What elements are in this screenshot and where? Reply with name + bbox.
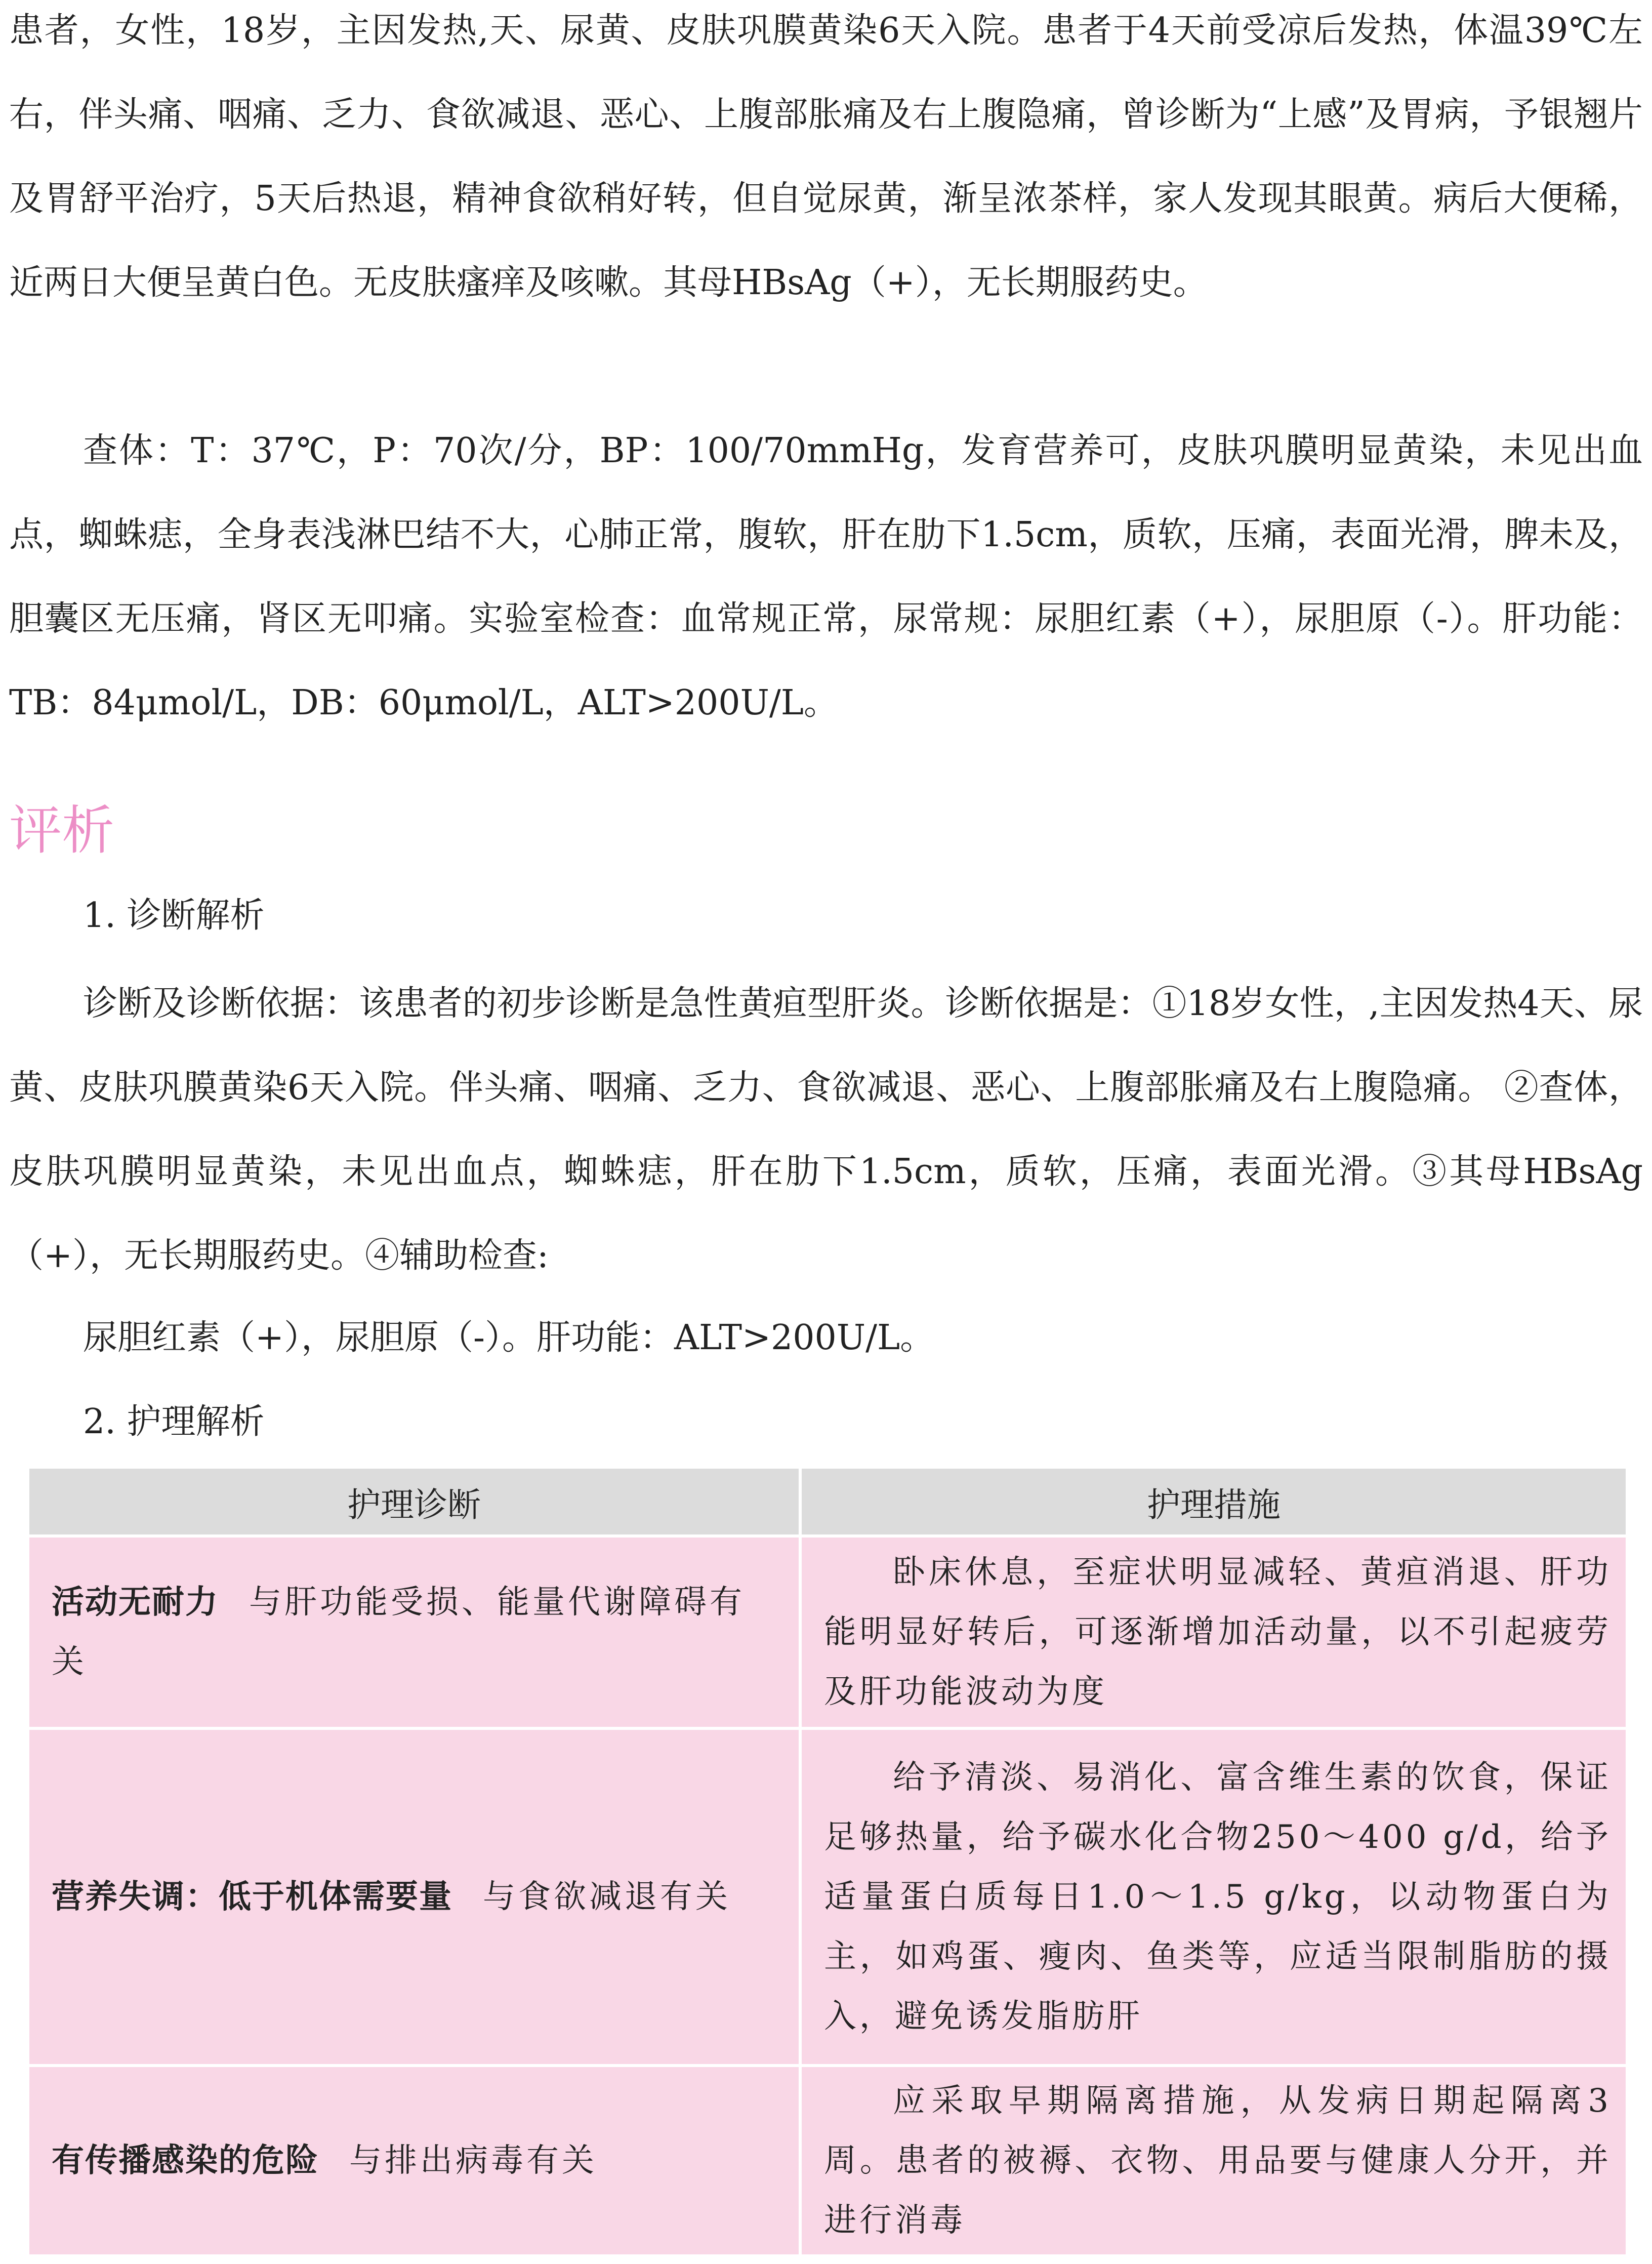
- measure-text: 应采取早期隔离措施，从发病日期起隔离3周。患者的被褥、衣物、用品要与健康人分开，并进行消毒: [824, 2082, 1612, 2239]
- table-header-row: [29, 1469, 1626, 1534]
- nursing-table: [26, 1466, 1626, 2257]
- diagnosis-cell: [29, 2067, 799, 2254]
- diagnosis-term: 活动无耐力: [52, 1584, 219, 1621]
- table-row: [29, 2067, 1626, 2254]
- diagnosis-paragraph: 诊断及诊断依据：该患者的初步诊断是急性黄疸型肝炎。诊断依据是：①18岁女性，,主因发热4天、尿黄、皮肤巩膜黄染6天入院。伴头痛、咽痛、乏力、食欲减退、恶心、上腹部胀痛及右上腹隐痛。 ②查体，皮肤巩膜明显黄染，未见出血点，蜘蛛痣，肝在肋下1.5cm，质软，压痛，表面光滑。③其母HBsAg（+），无长期服药史。④辅助检查:: [9, 984, 1643, 1276]
- header-nursing-diagnosis: 护理诊断: [29, 1469, 799, 1534]
- table-row: [29, 1730, 1626, 2064]
- diagnosis-term: 营养失调：低于机体需要量: [52, 1878, 452, 1916]
- measure-cell: [802, 2067, 1626, 2254]
- diagnosis-cell: [29, 1730, 799, 2064]
- diagnosis-related: 与食欲减退有关: [483, 1878, 731, 1916]
- diagnosis-cell: [29, 1538, 799, 1727]
- diagnosis-related: 与肝功能受损、能量代谢障碍有关: [52, 1584, 745, 1681]
- measure-text: 卧床休息，至症状明显减轻、黄疸消退、肝功能明显好转后，可逐渐增加活动量，以不引起疲劳及肝功能波动为度: [824, 1554, 1612, 1711]
- diagnosis-related: 与排出病毒有关: [349, 2142, 597, 2179]
- case-history-paragraph: 患者，女性，18岁，主因发热,天、尿黄、皮肤巩膜黄染6天入院。患者于4天前受凉后发热，体温39℃左右，伴头痛、咽痛、乏力、食欲减退、恶心、上腹部胀痛及右上腹隐痛，曾诊断为“上感”及胃病，予银翘片及胃舒平治疗，5天后热退，精神食欲稍好转，但自觉尿黄，渐呈浓茶样，家人发现其眼黄。病后大便稀，近两日大便呈黄白色。无皮肤瘙痒及咳嗽。其母HBsAg（+），无长期服药史。: [9, 11, 1643, 303]
- table-row: [29, 1538, 1626, 1727]
- measure-text: 给予清淡、易消化、富含维生素的饮食，保证足够热量，给予碳水化合物250～400 g/d，给予适量蛋白质每日1.0～1.5 g/kg，以动物蛋白为主，如鸡蛋、瘦肉、鱼类等，应适当限制脂肪的摄入，避免诱发脂肪肝: [824, 1759, 1612, 2035]
- header-nursing-measures: 护理措施: [802, 1469, 1626, 1534]
- nursing-section-title: 2. 护理解析: [83, 1402, 265, 1442]
- lab-result-line: 尿胆红素（+），尿胆原（-）。肝功能：ALT>200U/L。: [83, 1318, 935, 1358]
- diagnosis-section-title: 1. 诊断解析: [83, 896, 265, 936]
- physical-exam-paragraph: 查体：T：37℃，P：70次/分，BP：100/70mmHg，发育营养可，皮肤巩膜明显黄染，未见出血点，蜘蛛痣，全身表浅淋巴结不大，心肺正常，腹软，肝在肋下1.5cm，质软，压痛，表面光滑，脾未及，胆囊区无压痛，肾区无叩痛。实验室检查：血常规正常，尿常规：尿胆红素（+），尿胆原（-）。肝功能：TB：84μmol/L，DB：60μmol/L，ALT>200U/L。: [9, 431, 1643, 723]
- diagnosis-term: 有传播感染的危险: [52, 2142, 319, 2179]
- measure-cell: [802, 1730, 1626, 2064]
- analysis-heading: 评析: [9, 799, 115, 861]
- measure-cell: [802, 1538, 1626, 1727]
